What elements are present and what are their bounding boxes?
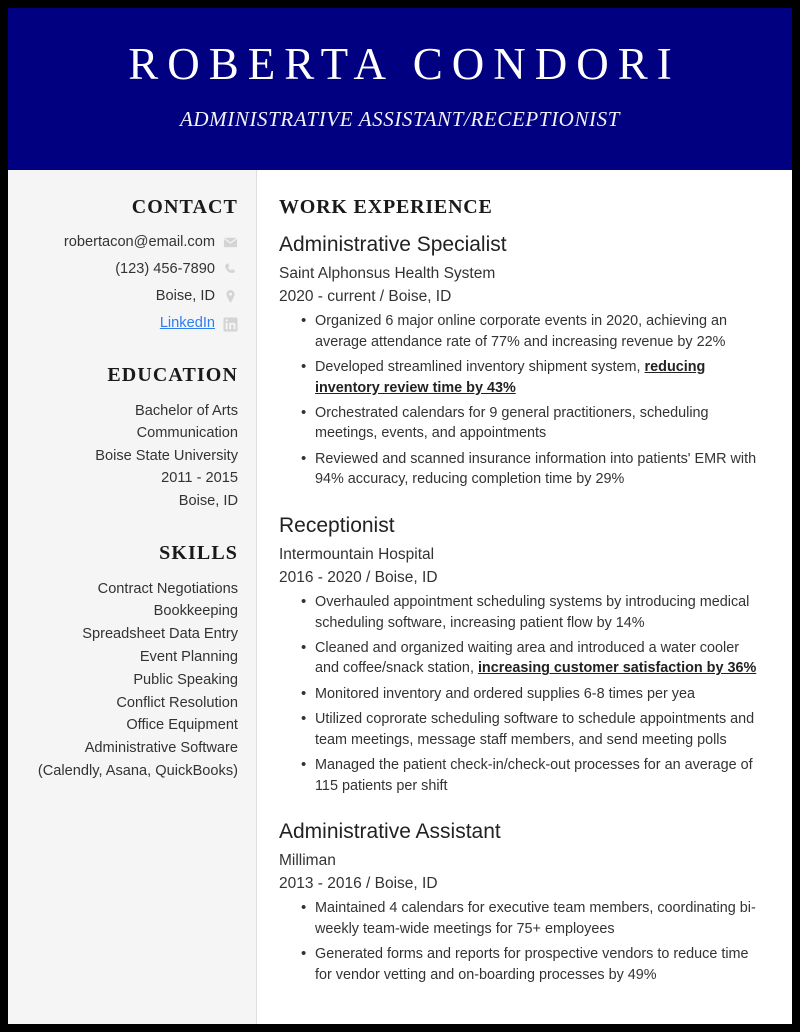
work-experience-heading: WORK EXPERIENCE <box>279 196 493 218</box>
education-line: Communication <box>136 425 238 442</box>
envelope-icon <box>223 235 238 250</box>
education-line: Boise State University <box>95 447 238 464</box>
candidate-name: ROBERTA CONDORI <box>128 39 681 89</box>
contact-item-label: robertacon@email.com <box>63 234 215 250</box>
job-bullet: • Monitored inventory and ordered supplies 6-8 times per yea <box>301 684 758 704</box>
job-bullet: • Overhauled appointment scheduling systems by introducing medical scheduling software, increasing patient flow by 14% <box>301 592 758 633</box>
skill-item: Administrative Software (Calendly, Asana, QuickBooks) <box>37 740 238 779</box>
job-company: Intermountain Hospital <box>279 545 435 563</box>
skill-item: Event Planning <box>139 648 238 665</box>
contact-item-label: Boise, ID <box>155 288 215 305</box>
job-dates-location: 2013 - 2016 / Boise, ID <box>279 875 438 893</box>
sidebar <box>8 170 257 1024</box>
job-bullet-list <box>279 592 758 796</box>
main-column <box>257 170 792 1024</box>
job-bullet: • Generated forms and reports for prospective vendors to reduce time for vendor vetting and on-boarding processes by 49% <box>301 944 758 985</box>
job-dates-location: 2016 - 2020 / Boise, ID <box>279 568 438 586</box>
job-company: Milliman <box>279 851 336 869</box>
education-section <box>20 364 238 513</box>
phone-icon <box>223 262 238 277</box>
job-role: Administrative Assistant <box>279 820 501 844</box>
bullet-highlight: reducing inventory review time by 43% <box>315 359 706 396</box>
education-list <box>20 400 238 513</box>
job-bullet-list <box>279 311 758 490</box>
skill-item: Conflict Resolution <box>116 694 238 711</box>
education-heading: EDUCATION <box>107 363 238 386</box>
bullet-highlight: increasing customer satisfaction by 36% <box>477 660 757 677</box>
job-role: Administrative Specialist <box>279 233 507 256</box>
contact-item-label: (123) 456-7890 <box>115 261 215 278</box>
contact-item <box>20 286 238 307</box>
resume-header <box>8 8 792 170</box>
contact-item[interactable] <box>20 313 238 334</box>
education-line: 2011 - 2015 <box>161 470 238 487</box>
jobs-list <box>279 231 758 985</box>
map-pin-icon <box>223 289 238 304</box>
job-bullet: • Cleaned and organized waiting area and introduced a water cooler and coffee/snack station, increasing customer satisfaction by 36% <box>301 638 758 679</box>
job-bullet: • Orchestrated calendars for 9 general practitioners, scheduling meetings, events, and appointments <box>301 403 758 444</box>
job-entry <box>279 512 758 796</box>
education-line: Boise, ID <box>178 493 238 510</box>
skills-section <box>20 542 238 783</box>
job-bullet: • Managed the patient check-in/check-out processes for an average of 115 patients per shift <box>301 755 758 796</box>
contact-list <box>20 232 238 335</box>
resume-page <box>8 8 792 1024</box>
skill-item: Spreadsheet Data Entry <box>82 626 238 643</box>
contact-item-label[interactable]: LinkedIn <box>159 315 215 332</box>
job-bullet-list <box>279 898 758 985</box>
skill-item: Bookkeeping <box>153 603 238 620</box>
resume-body <box>8 170 792 1024</box>
job-company: Saint Alphonsus Health System <box>279 264 496 282</box>
skills-list <box>20 578 238 783</box>
contact-heading: CONTACT <box>131 196 238 218</box>
job-bullet: • Organized 6 major online corporate events in 2020, achieving an average attendance rate of 77% and increasing revenue by 22% <box>301 311 758 352</box>
contact-item <box>20 232 238 253</box>
job-entry <box>279 231 758 490</box>
job-bullet: • Reviewed and scanned insurance information into patients' EMR with 94% accuracy, reducing completion time by 29% <box>301 449 758 490</box>
skill-item: Public Speaking <box>133 671 238 688</box>
skill-item: Contract Negotiations <box>97 580 238 597</box>
contact-section <box>20 196 238 335</box>
job-dates-location: 2020 - current / Boise, ID <box>279 287 452 305</box>
education-line: Bachelor of Arts <box>134 402 238 419</box>
skills-heading: SKILLS <box>159 541 238 564</box>
linkedin-icon <box>223 317 238 332</box>
contact-item <box>20 259 238 280</box>
job-bullet: • Maintained 4 calendars for executive team members, coordinating bi-weekly team-wide meetings for 75+ employees <box>301 898 758 939</box>
candidate-job-title: ADMINISTRATIVE ASSISTANT/RECEPTIONIST <box>179 107 621 132</box>
job-bullet: • Developed streamlined inventory shipment system, reducing inventory review time by 43% <box>301 357 758 398</box>
job-role: Receptionist <box>279 513 395 537</box>
job-entry <box>279 818 758 985</box>
job-bullet: • Utilized coprorate scheduling software to schedule appointments and team meetings, message staff members, and send meeting polls <box>301 709 758 750</box>
skill-item: Office Equipment <box>126 717 238 734</box>
